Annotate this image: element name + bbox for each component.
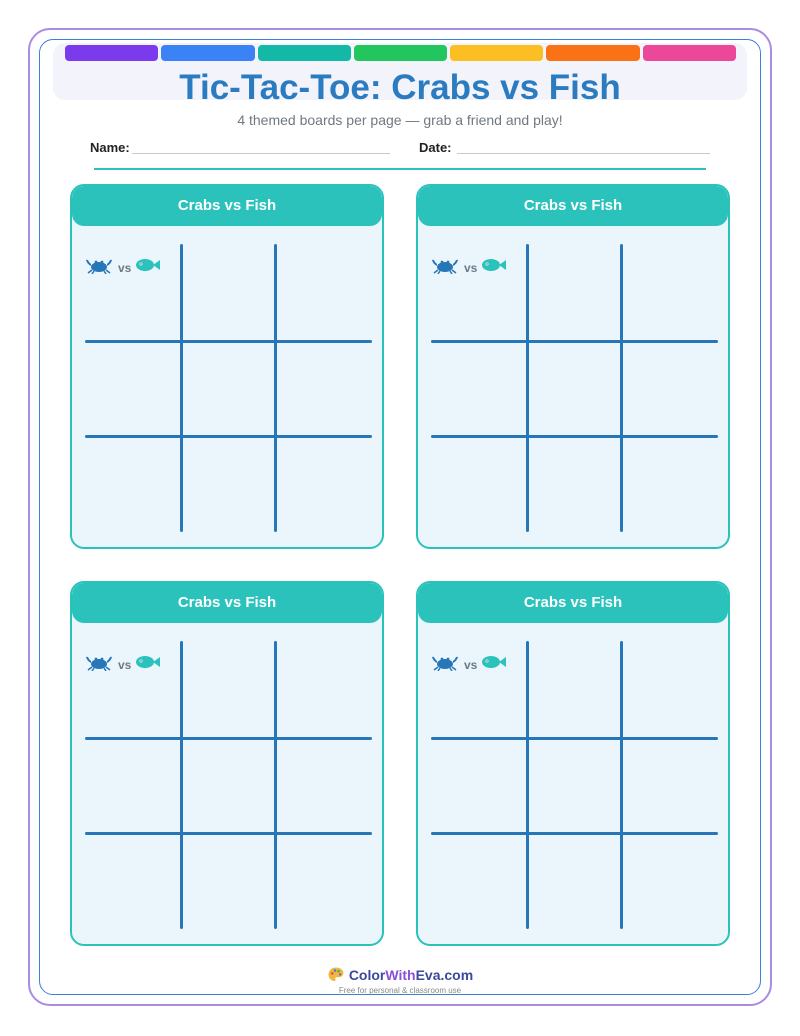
board-title: Crabs vs Fish	[72, 186, 382, 226]
brand-part-eva: Eva	[415, 967, 441, 984]
board-cell[interactable]	[623, 641, 717, 735]
vs-label: vs	[464, 657, 478, 672]
board-cell[interactable]	[181, 737, 275, 831]
game-board	[416, 581, 730, 946]
brand-part-color: Color	[348, 967, 386, 984]
date-field[interactable]	[457, 153, 710, 154]
stripe-segment	[161, 45, 254, 61]
board-cell[interactable]	[85, 244, 179, 338]
stripe-segment	[643, 45, 736, 61]
board-title: Crabs vs Fish	[72, 583, 382, 623]
board-cell[interactable]	[431, 436, 525, 530]
palette-icon	[327, 966, 345, 987]
page-subtitle: 4 themed boards per page — grab a friend and play!	[237, 112, 563, 128]
board-cell[interactable]	[85, 641, 179, 735]
stripe-segment	[546, 45, 639, 61]
board-cell[interactable]	[277, 833, 371, 927]
game-board	[70, 581, 384, 946]
board-cell[interactable]	[527, 833, 621, 927]
brand-part-com: .com	[440, 967, 474, 984]
board-cell[interactable]	[527, 244, 621, 338]
board-cell[interactable]	[85, 833, 179, 927]
vs-label: vs	[464, 260, 478, 275]
game-board	[416, 184, 730, 549]
board-title: Crabs vs Fish	[418, 186, 728, 226]
board-cell[interactable]	[85, 340, 179, 434]
brand-part-with: With	[385, 967, 416, 984]
board-cell[interactable]	[277, 244, 371, 338]
board-cell[interactable]	[431, 340, 525, 434]
board-cell[interactable]	[527, 436, 621, 530]
footer-tagline: Free for personal & classroom use	[338, 986, 462, 995]
board-cell[interactable]	[181, 641, 275, 735]
page-title: Tic-Tac-Toe: Crabs vs Fish	[179, 68, 621, 107]
name-field[interactable]	[132, 153, 390, 154]
board-cell[interactable]	[527, 641, 621, 735]
board-cell[interactable]	[623, 244, 717, 338]
name-label: Name:	[90, 140, 130, 155]
board-cell[interactable]	[277, 340, 371, 434]
board-title: Crabs vs Fish	[418, 583, 728, 623]
board-cell[interactable]	[527, 340, 621, 434]
stripe-segment	[65, 45, 158, 61]
board-cell[interactable]	[527, 737, 621, 831]
date-label: Date:	[419, 140, 452, 155]
board-cell[interactable]	[277, 737, 371, 831]
board-cell[interactable]	[431, 737, 525, 831]
board-cell[interactable]	[431, 244, 525, 338]
board-cell[interactable]	[277, 436, 371, 530]
header-divider	[94, 168, 706, 170]
board-cell[interactable]	[431, 641, 525, 735]
stripe-segment	[354, 45, 447, 61]
stripe-segment	[450, 45, 543, 61]
footer	[0, 966, 800, 995]
vs-label: vs	[118, 260, 132, 275]
board-cell[interactable]	[623, 436, 717, 530]
board-cell[interactable]	[623, 833, 717, 927]
stripe-segment	[258, 45, 351, 61]
brand-logo	[0, 966, 800, 987]
board-cell[interactable]	[85, 737, 179, 831]
board-cell[interactable]	[431, 833, 525, 927]
board-cell[interactable]	[623, 340, 717, 434]
board-cell[interactable]	[181, 340, 275, 434]
color-stripe	[65, 45, 736, 61]
board-cell[interactable]	[181, 244, 275, 338]
board-cell[interactable]	[277, 641, 371, 735]
vs-label: vs	[118, 657, 132, 672]
game-board	[70, 184, 384, 549]
board-cell[interactable]	[181, 436, 275, 530]
board-cell[interactable]	[181, 833, 275, 927]
board-cell[interactable]	[623, 737, 717, 831]
board-cell[interactable]	[85, 436, 179, 530]
